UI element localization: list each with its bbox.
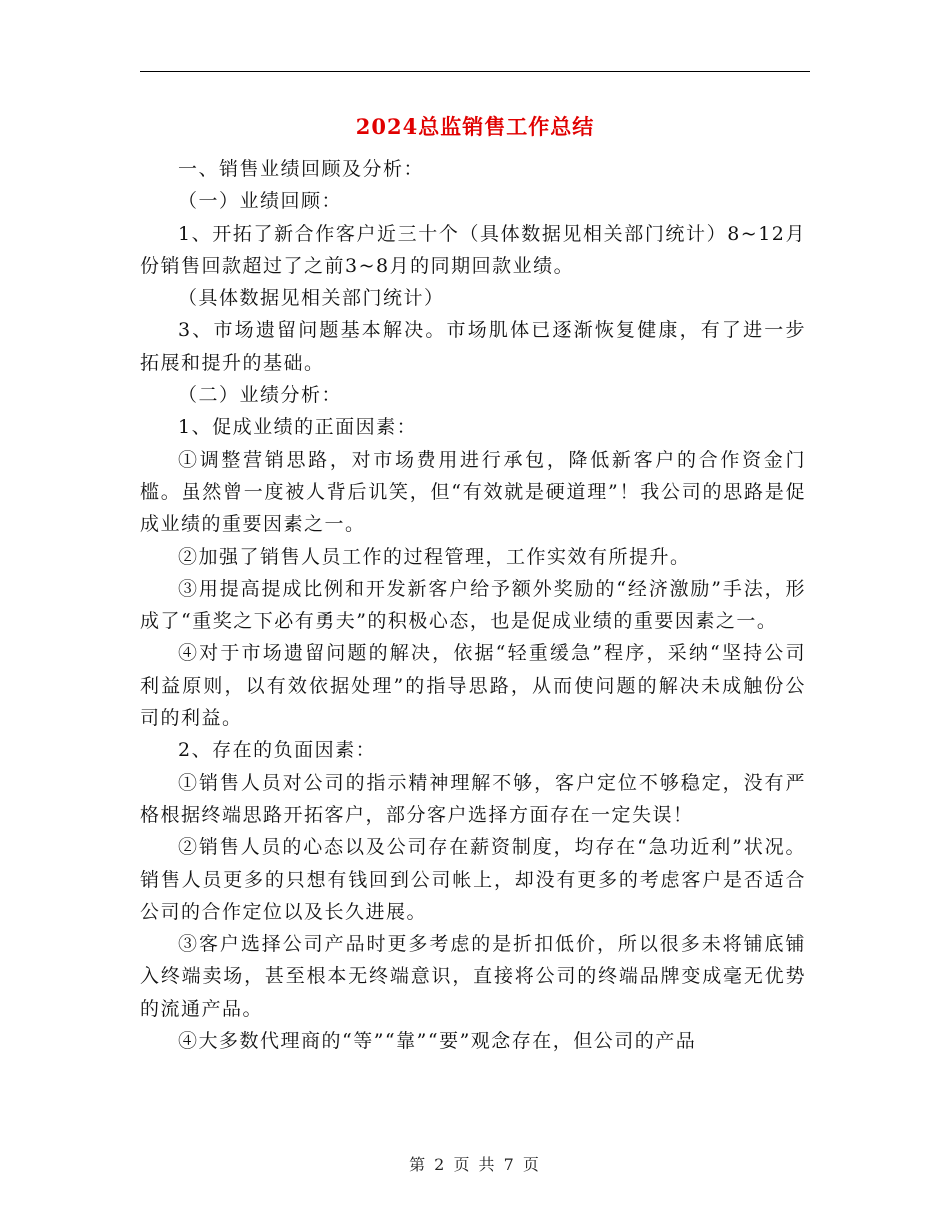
paragraph: ②销售人员的心态以及公司存在薪资制度，均存在“急功近利”状况。销售人员更多的只想有钱回到公司帐上，却没有更多的考虑客户是否适合公司的合作定位以及长久进展。 [140,836,806,923]
paragraph: （一）业绩回顾： [178,190,343,213]
document-title: 2024总监销售工作总结 [355,114,595,139]
paragraph: 一、销售业绩回顾及分析： [178,158,425,180]
header-rule [140,71,810,72]
paragraph: 1、促成业绩的正面因素： [178,416,418,439]
paragraph: （二）业绩分析： [178,384,343,407]
page-number-footer: 第 2 页 共 7 页 [409,1155,541,1174]
paragraph: ③客户选择公司产品时更多考虑的是折扣低价，所以很多未将铺底铺入终端卖场，甚至根本无终端意识，直接将公司的终端品牌变成毫无优势的流通产品。 [140,933,806,1020]
paragraph: ④对于市场遗留问题的解决，依据“轻重缓急”程序，采纳“坚持公司利益原则，以有效依据处理”的指导思路，从而使问题的解决未成触份公司的利益。 [140,642,806,730]
paragraph: ③用提高提成比例和开发新客户给予额外奖励的“经济激励”手法，形成了“重奖之下必有勇夫”的积极心态，也是促成业绩的重要因素之一。 [140,577,806,633]
paragraph: 3、市场遗留问题基本解决。市场肌体已逐渐恢复健康，有了进一步拓展和提升的基础。 [140,319,806,374]
paragraph: （具体数据见相关部门统计） [178,287,445,310]
paragraph: ①调整营销思路，对市场费用进行承包，降低新客户的合作资金门槛。虽然曾一度被人背后讥笑，但“有效就是硬道理”！我公司的思路是促成业绩的重要因素之一。 [140,448,806,536]
paragraph: 2、存在的负面因素： [178,739,377,762]
paragraph: ①销售人员对公司的指示精神理解不够，客户定位不够稳定，没有严格根据终端思路开拓客户，部分客户选择方面存在一定失误！ [140,771,806,826]
document-body [140,153,806,1057]
paragraph: 1、开拓了新合作客户近三十个（具体数据见相关部门统计）8~12月份销售回款超过了之前3~8月的同期回款业绩。 [140,222,806,277]
paragraph: ④大多数代理商的“等”“靠”“要”观念存在，但公司的产品 [178,1030,697,1053]
paragraph: ②加强了销售人员工作的过程管理，工作实效有所提升。 [178,545,691,568]
